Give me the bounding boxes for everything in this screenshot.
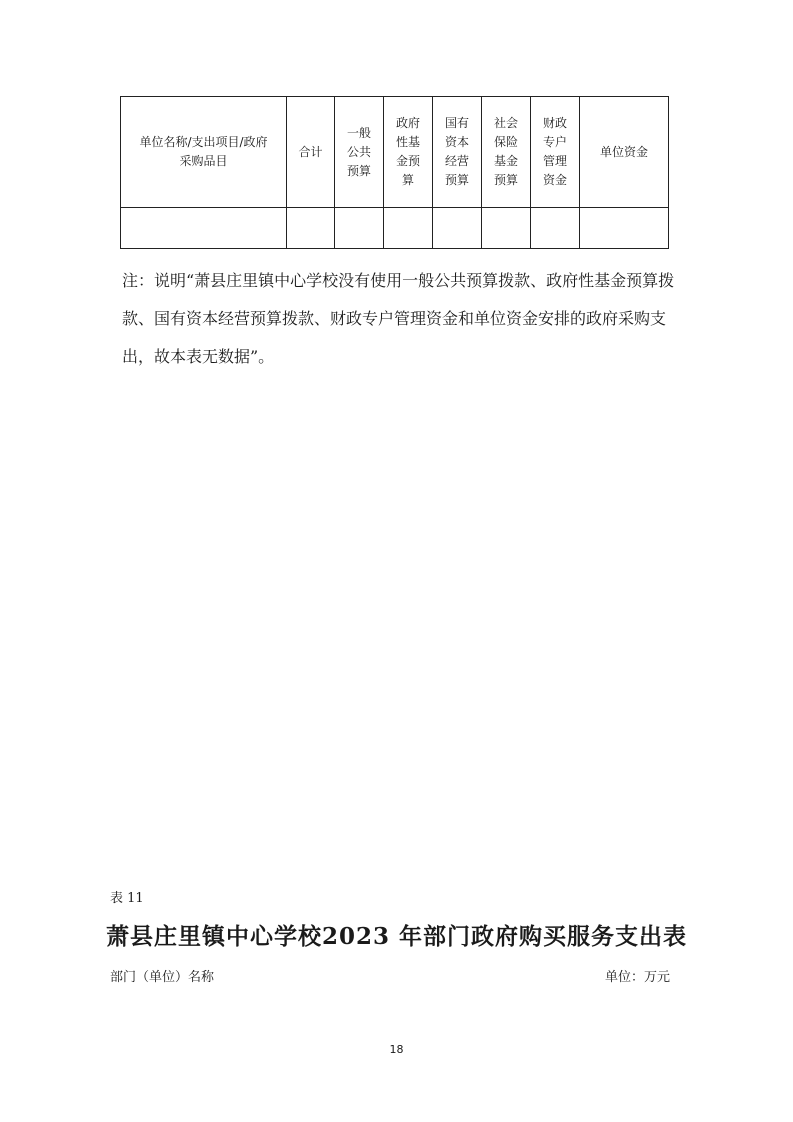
table-number: 表 11 [110,891,144,906]
header-cell: 一般 公共 预算 [335,97,384,208]
unit-label: 单位：万元 [604,970,670,985]
procurement-table [120,96,669,249]
table-header-row [121,97,669,208]
header-cell: 合计 [287,97,335,208]
department-label: 部门（单位）名称 [110,970,215,985]
header-cell: 财政 专户 管理 资金 [531,97,580,208]
header-cell: 单位资金 [580,97,669,208]
table-cell [433,208,482,249]
table-row [121,208,669,249]
table-cell [121,208,287,249]
table-cell [335,208,384,249]
table-cell [384,208,433,249]
table-cell [482,208,531,249]
header-cell: 政府 性基 金预 算 [384,97,433,208]
header-cell: 国有 资本 经营 预算 [433,97,482,208]
table-cell [531,208,580,249]
header-cell: 单位名称/支出项目/政府 采购品目 [121,97,287,208]
table-note: 注：说明“萧县庄里镇中心学校没有使用一般公共预算拨款、政府性基金预算拨款、国有资本经营预算拨款、财政专户管理资金和单位资金安排的政府采购支出，故本表无数据”。 [122,271,675,366]
table-title: 萧县庄里镇中心学校2023 年部门政府购买服务支出表 [105,923,688,950]
table-cell [580,208,669,249]
page-number: 18 [389,1043,404,1056]
header-cell: 社会 保险 基金 预算 [482,97,531,208]
table-cell [287,208,335,249]
